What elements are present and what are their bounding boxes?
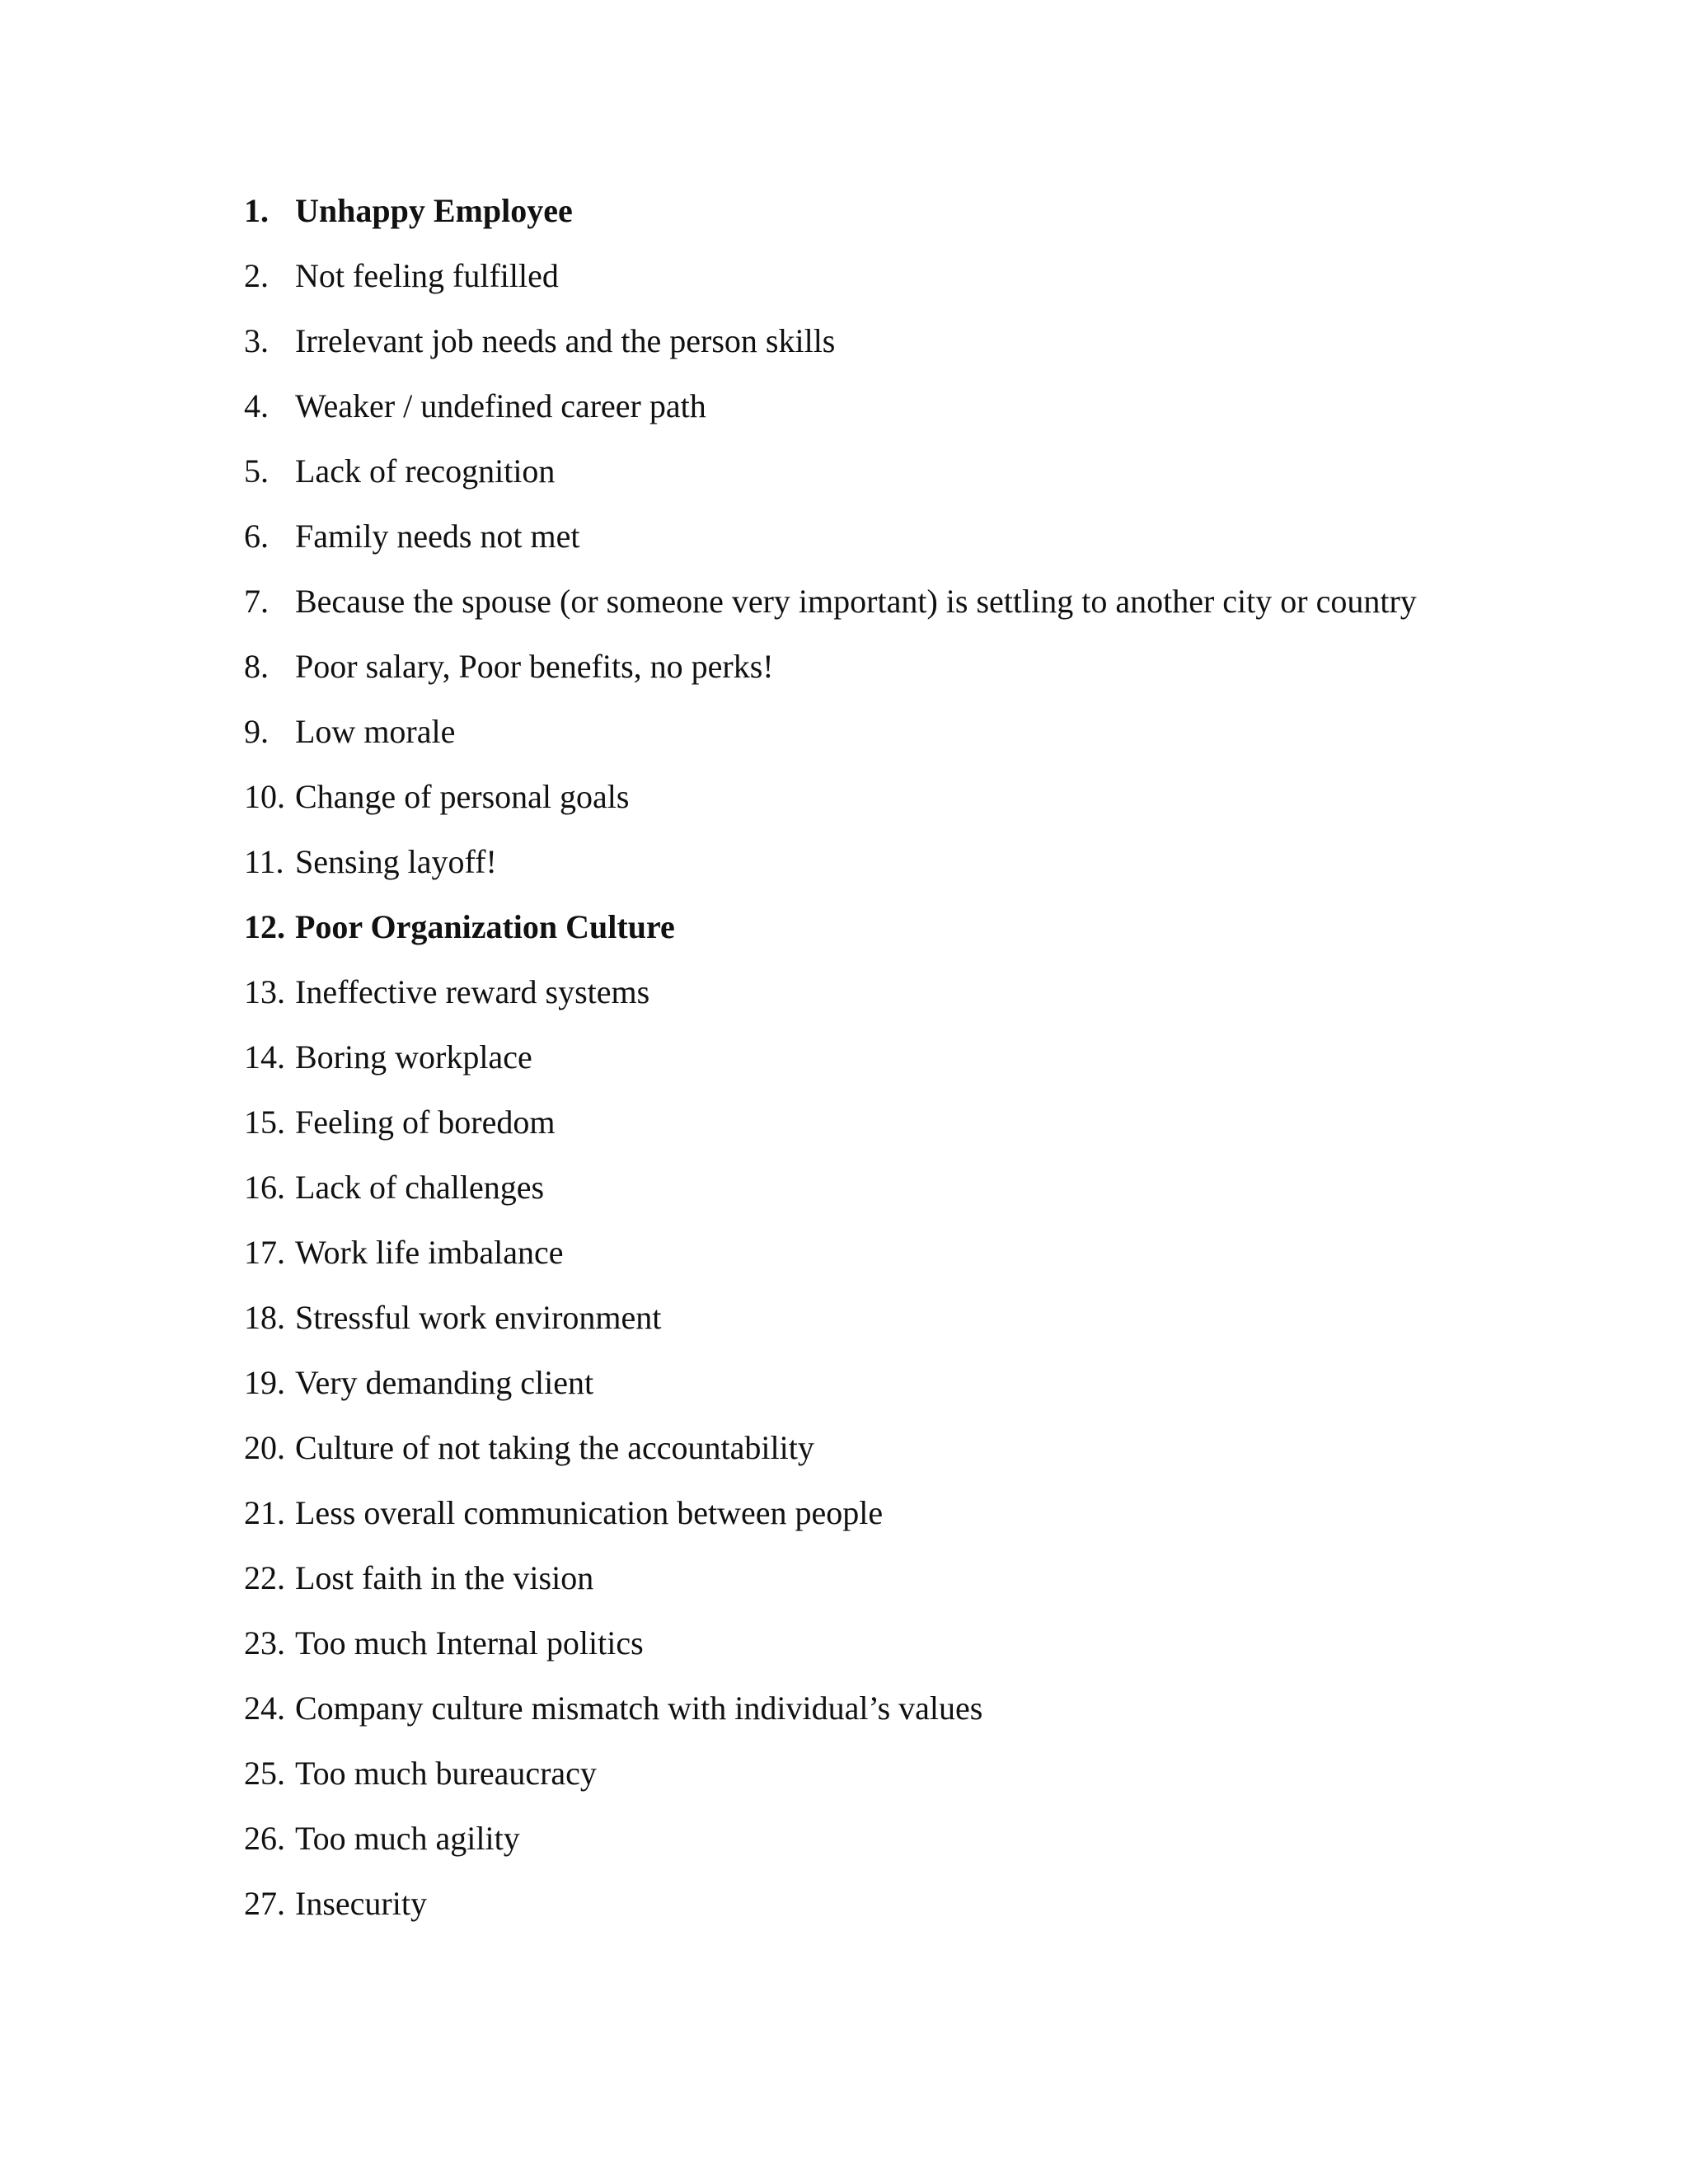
item-number: 7. bbox=[244, 583, 269, 620]
list-item bbox=[244, 777, 1417, 842]
list-item bbox=[244, 1754, 1417, 1819]
list-item bbox=[244, 1233, 1417, 1298]
list-item bbox=[244, 1103, 1417, 1168]
item-text: Lack of recognition bbox=[295, 452, 556, 490]
item-text: Poor salary, Poor benefits, no perks! bbox=[295, 648, 774, 685]
list-item bbox=[244, 1689, 1417, 1754]
item-text: Stressful work environment bbox=[295, 1299, 662, 1336]
list-item bbox=[244, 1363, 1417, 1428]
item-text: Change of personal goals bbox=[295, 778, 630, 815]
item-text: Too much agility bbox=[295, 1820, 520, 1857]
item-text: Insecurity bbox=[295, 1885, 427, 1922]
item-number: 15. bbox=[244, 1104, 285, 1141]
item-text: Sensing layoff! bbox=[295, 843, 497, 880]
list-item bbox=[244, 1558, 1417, 1624]
item-text: Ineffective reward systems bbox=[295, 973, 650, 1010]
list-item bbox=[244, 1493, 1417, 1558]
item-text: Unhappy Employee bbox=[295, 192, 573, 229]
item-text: Lack of challenges bbox=[295, 1169, 545, 1206]
item-text: Family needs not met bbox=[295, 518, 580, 555]
item-number: 6. bbox=[244, 518, 269, 555]
item-text: Weaker / undefined career path bbox=[295, 387, 706, 424]
item-number: 8. bbox=[244, 648, 269, 685]
list-item bbox=[244, 582, 1417, 647]
item-text: Work life imbalance bbox=[295, 1234, 564, 1271]
list-item bbox=[244, 1624, 1417, 1689]
item-text: Boring workplace bbox=[295, 1038, 532, 1076]
item-text: Less overall communication between people bbox=[295, 1494, 884, 1531]
item-number: 24. bbox=[244, 1690, 285, 1727]
item-number: 12. bbox=[244, 908, 285, 945]
list-item bbox=[244, 712, 1417, 777]
list-item bbox=[244, 1428, 1417, 1493]
list-item bbox=[244, 1819, 1417, 1884]
item-text: Too much Internal politics bbox=[295, 1624, 644, 1661]
item-number: 14. bbox=[244, 1038, 285, 1076]
item-number: 5. bbox=[244, 452, 269, 490]
item-number: 11. bbox=[244, 843, 284, 880]
item-number: 19. bbox=[244, 1364, 285, 1401]
list-item bbox=[244, 452, 1417, 517]
item-number: 9. bbox=[244, 713, 269, 750]
list-item bbox=[244, 256, 1417, 321]
list-item-heading bbox=[244, 907, 1417, 972]
item-number: 26. bbox=[244, 1820, 285, 1857]
list-item bbox=[244, 972, 1417, 1038]
list-item bbox=[244, 387, 1417, 452]
item-number: 4. bbox=[244, 387, 269, 424]
item-number: 13. bbox=[244, 973, 285, 1010]
item-number: 18. bbox=[244, 1299, 285, 1336]
item-text: Feeling of boredom bbox=[295, 1104, 556, 1141]
item-number: 1. bbox=[244, 192, 269, 229]
list-item bbox=[244, 1884, 1417, 1949]
item-number: 10. bbox=[244, 778, 285, 815]
item-text: Very demanding client bbox=[295, 1364, 594, 1401]
item-number: 16. bbox=[244, 1169, 285, 1206]
list-item bbox=[244, 1298, 1417, 1363]
list-item bbox=[244, 321, 1417, 387]
list-item bbox=[244, 647, 1417, 712]
item-number: 17. bbox=[244, 1234, 285, 1271]
item-number: 20. bbox=[244, 1429, 285, 1466]
list-item bbox=[244, 517, 1417, 582]
list-item bbox=[244, 1168, 1417, 1233]
item-number: 23. bbox=[244, 1624, 285, 1661]
item-number: 27. bbox=[244, 1885, 285, 1922]
item-text: Poor Organization Culture bbox=[295, 908, 675, 945]
list-item bbox=[244, 842, 1417, 907]
list-item bbox=[244, 1038, 1417, 1103]
item-text: Lost faith in the vision bbox=[295, 1559, 594, 1596]
item-number: 3. bbox=[244, 322, 269, 359]
numbered-list bbox=[244, 191, 1417, 1949]
item-number: 21. bbox=[244, 1494, 285, 1531]
item-number: 2. bbox=[244, 257, 269, 294]
item-text: Irrelevant job needs and the person skills bbox=[295, 322, 836, 359]
item-number: 25. bbox=[244, 1755, 285, 1792]
item-text: Too much bureaucracy bbox=[295, 1755, 597, 1792]
item-text: Company culture mismatch with individual’s values bbox=[295, 1690, 983, 1727]
item-text: Culture of not taking the accountability bbox=[295, 1429, 814, 1466]
item-number: 22. bbox=[244, 1559, 285, 1596]
item-text: Not feeling fulfilled bbox=[295, 257, 559, 294]
list-item-heading bbox=[244, 191, 1417, 256]
item-text: Because the spouse (or someone very important) is settling to another city or country bbox=[295, 583, 1417, 620]
item-text: Low morale bbox=[295, 713, 456, 750]
